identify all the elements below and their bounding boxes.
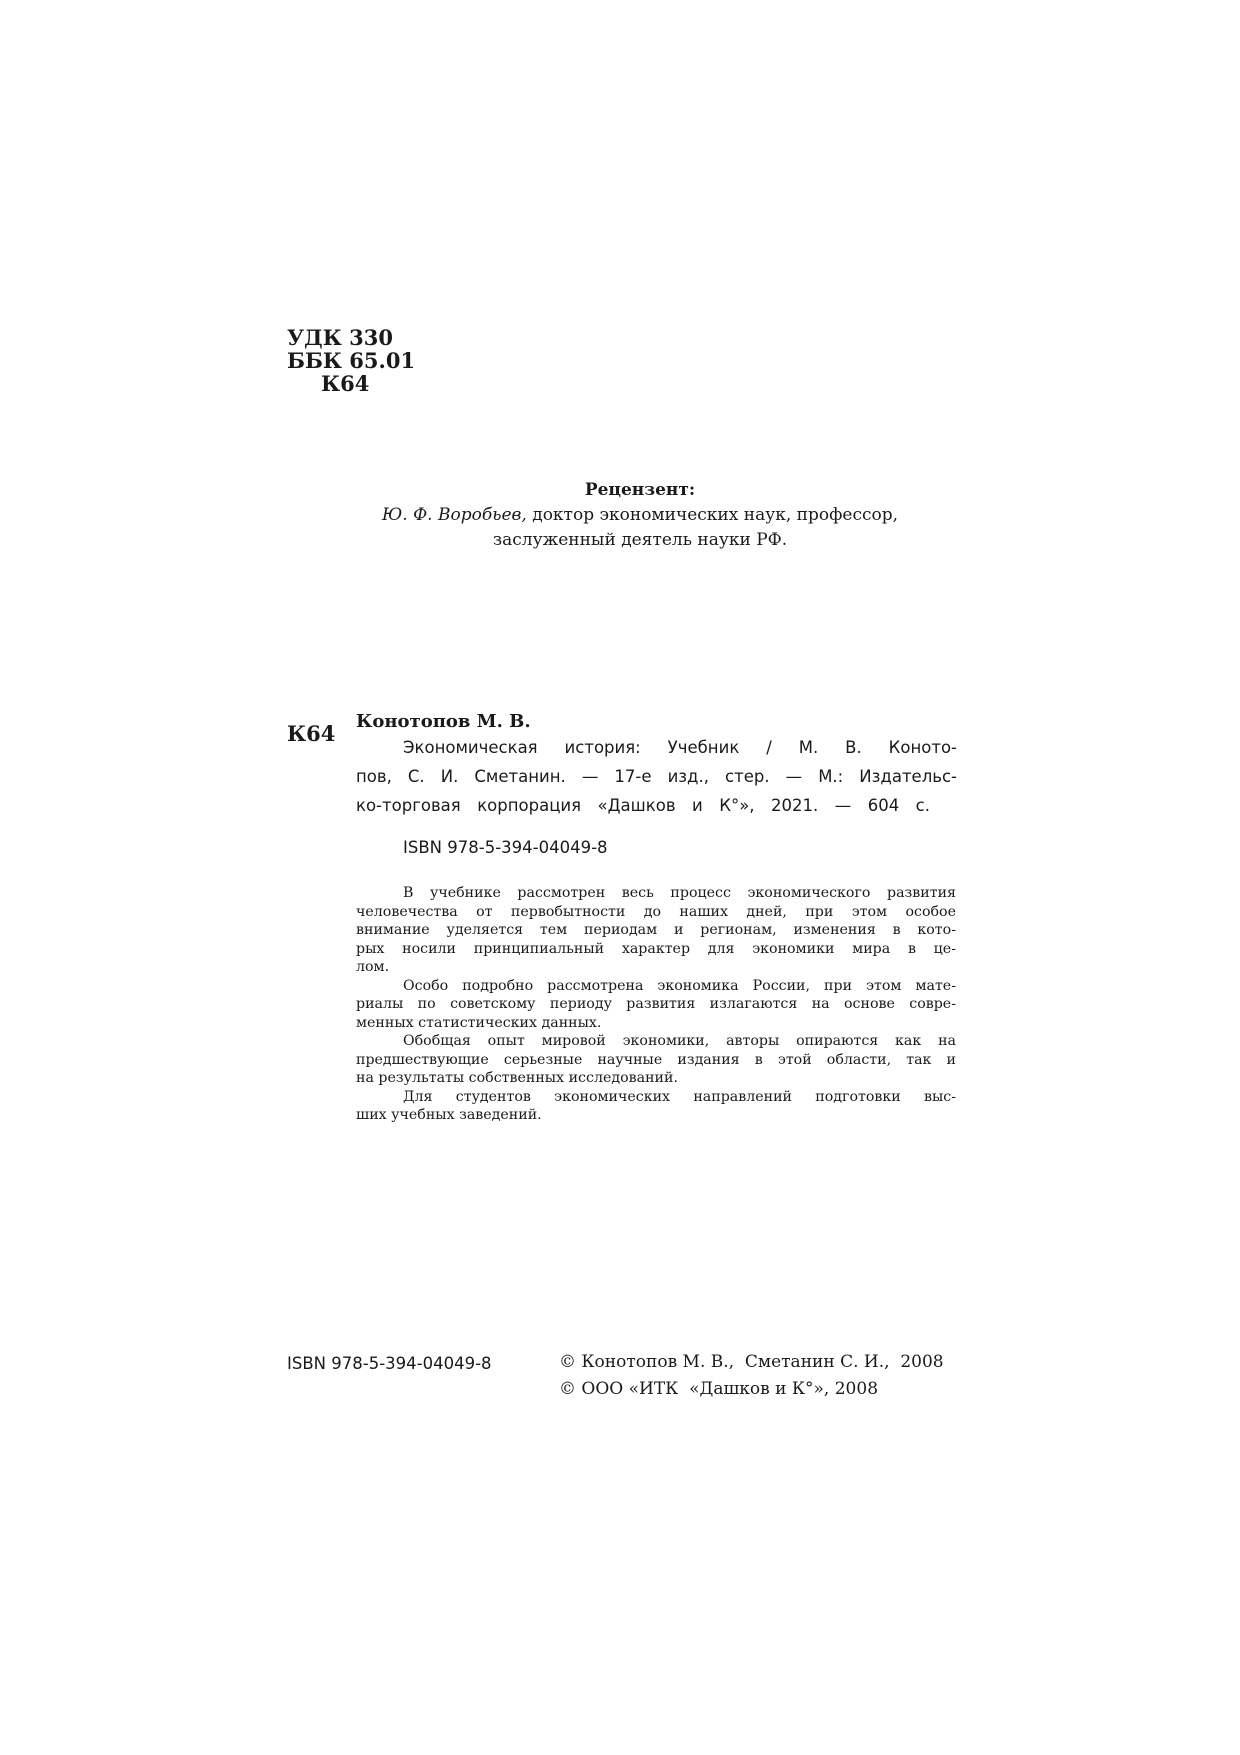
annotation-line: рых носили принципиальный характер для экономики мира в це-: [356, 940, 956, 957]
annotation-paragraph: [356, 977, 956, 1033]
annotation-paragraph: [356, 884, 956, 977]
footer-isbn: ISBN 978-5-394-04049-8: [287, 1354, 492, 1373]
annotation-line: на результаты собственных исследований.: [356, 1070, 678, 1086]
reviewer-block: [300, 478, 980, 553]
copyright-block: [559, 1349, 944, 1403]
annotation-line: риалы по советскому периоду развития излагаются на основе совре-: [356, 996, 956, 1012]
annotation-line: ших учебных заведений.: [356, 1107, 542, 1123]
annotation-line: менных статистических данных.: [356, 1014, 602, 1031]
annotation-paragraph: [356, 1088, 956, 1125]
reviewer-credentials: доктор экономических наук, профессор,: [526, 505, 899, 525]
annotation-paragraph: [356, 1032, 956, 1088]
catalog-author: Конотопов М. В.: [356, 711, 531, 732]
annotation-line: внимание уделяется тем периодам и регионам, изменения в кото-: [356, 922, 956, 938]
annotation-line: Особо подробно рассмотрена экономика России, при этом мате-: [403, 977, 956, 994]
copyright-authors: © Конотопов М. В., Сметанин С. И., 2008: [559, 1352, 944, 1372]
bibliographic-line: Экономическая история: Учебник / М. В. Коното-: [403, 738, 957, 757]
bbk-code: ББК 65.01: [287, 348, 416, 373]
udk-code: УДК 330: [287, 325, 393, 350]
annotation-line: Для студентов экономических направлений подготовки выс-: [403, 1088, 956, 1105]
reviewer-name: Ю. Ф. Воробьев,: [381, 505, 527, 525]
bibliographic-line: пов, С. И. Сметанин. — 17-е изд., стер. — М.: Издательс-: [356, 767, 957, 786]
bibliographic-line: ко-торговая корпорация «Дашков и К°», 2021. — 604 с.: [356, 796, 930, 815]
author-mark-code: К64: [321, 371, 370, 396]
annotation-line: предшествующие серьезные научные издания в этой области, так и: [356, 1051, 956, 1068]
catalog-index-mark: К64: [287, 721, 336, 746]
bibliographic-description: [356, 733, 957, 820]
copyright-publisher: © ООО «ИТК «Дашков и К°», 2008: [559, 1379, 879, 1399]
annotation-line: Обобщая опыт мировой экономики, авторы опираются как на: [403, 1033, 956, 1049]
annotation-line: человечества от первобытности до наших дней, при этом особое: [356, 903, 956, 920]
classification-block: [287, 326, 415, 395]
annotation: [356, 884, 956, 1125]
annotation-line: В учебнике рассмотрен весь процесс экономического развития: [403, 885, 956, 901]
reviewer-heading: Рецензент:: [584, 480, 696, 500]
catalog-isbn: ISBN 978-5-394-04049-8: [403, 838, 608, 857]
reviewer-line-2: заслуженный деятель науки РФ.: [492, 530, 788, 550]
reviewer-line-1: [300, 503, 980, 528]
annotation-line: лом.: [356, 959, 390, 975]
